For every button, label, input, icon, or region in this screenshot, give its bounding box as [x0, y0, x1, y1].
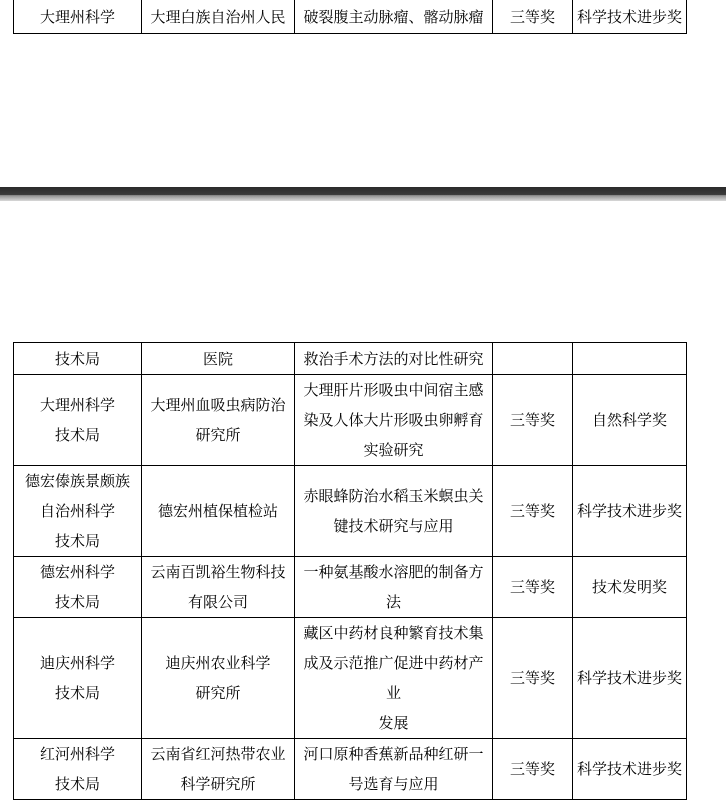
award-category-cell	[573, 618, 687, 739]
completing-unit-cell	[142, 343, 295, 375]
cell-text-line: 技术发明奖	[591, 578, 667, 596]
project-name-cell	[295, 739, 493, 800]
cell-text-line: 德宏州科学	[39, 563, 115, 581]
cell-text-line: 河口原种香蕉新品种红研一	[303, 745, 484, 763]
cell-text-line: 自然科学奖	[591, 411, 667, 429]
table-row	[14, 343, 687, 375]
award-table-top-fragment	[13, 0, 687, 34]
cell-text-line: 三等奖	[509, 669, 555, 687]
cell-text-line: 技术局	[54, 684, 100, 702]
cell-text-line: 云南百凯裕生物科技	[150, 563, 286, 581]
cell-text-line: 大理肝片形吸虫中间宿主感	[303, 381, 484, 399]
recommending-unit-cell: 大理州科学	[14, 0, 142, 34]
table-row	[14, 739, 687, 800]
project-name-cell	[295, 557, 493, 618]
cell-text-line: 救治手术方法的对比性研究	[303, 349, 484, 368]
cell-text-line: 三等奖	[509, 578, 555, 596]
award-level-cell	[493, 375, 573, 466]
award-category-cell	[573, 343, 687, 375]
cell-text-line: 有限公司	[187, 593, 248, 611]
project-name-cell	[295, 466, 493, 557]
award-category-cell	[573, 466, 687, 557]
recommending-unit-cell	[14, 375, 142, 466]
cell-text-line: 技术局	[54, 532, 100, 550]
recommending-unit-cell	[14, 618, 142, 739]
cell-text-line: 一种氨基酸水溶肥的制备方	[303, 563, 484, 581]
award-level-cell	[493, 466, 573, 557]
project-name-cell	[295, 343, 493, 375]
recommending-unit-cell	[14, 466, 142, 557]
cell-text-line: 大理州科学	[39, 396, 115, 414]
cell-text-line: 大理州血吸虫病防治	[150, 396, 286, 414]
completing-unit-cell	[142, 375, 295, 466]
cell-text-line: 云南省红河热带农业	[150, 745, 286, 763]
completing-unit-cell	[142, 466, 295, 557]
table-row	[14, 0, 687, 34]
award-level-cell: 三等奖	[493, 0, 573, 34]
cell-text-line: 科学技术进步奖	[576, 760, 682, 778]
award-category-cell	[573, 557, 687, 618]
award-level-cell	[493, 618, 573, 739]
cell-text-line: 自治州科学	[39, 502, 115, 520]
table-row	[14, 375, 687, 466]
award-level-cell	[493, 739, 573, 800]
cell-text-line: 红河州科学	[39, 745, 115, 763]
table-row	[14, 618, 687, 739]
cell-text-line: 科学研究所	[180, 775, 256, 793]
cell-text-line: 三等奖	[509, 760, 555, 778]
cell-text-line: 德宏州植保植检站	[157, 502, 278, 520]
completing-unit-cell: 大理白族自治州人民	[142, 0, 295, 34]
cell-text-line: 藏区中药材良种繁育技术集	[303, 624, 484, 642]
cell-text-line: 德宏傣族景颇族	[24, 472, 130, 490]
cell-text-line: 迪庆州科学	[39, 654, 115, 672]
cell-text-line: 迪庆州农业科学	[165, 654, 271, 672]
cell-text-line: 研究所	[195, 684, 241, 702]
recommending-unit-cell	[14, 343, 142, 375]
award-level-cell	[493, 557, 573, 618]
completing-unit-cell	[142, 557, 295, 618]
award-category-cell	[573, 375, 687, 466]
cell-text-line: 医院	[202, 349, 233, 368]
cell-text-line: 实验研究	[363, 441, 424, 459]
cell-text-line: 技术局	[54, 593, 100, 611]
cell-text-line: 赤眼蜂防治水稻玉米螟虫关	[303, 487, 484, 505]
cell-text-line: 染及人体大片形吸虫卵孵育	[303, 411, 484, 429]
award-table-body	[14, 343, 687, 800]
cell-text-line: 科学技术进步奖	[576, 669, 682, 687]
cell-text-line: 法	[385, 593, 401, 611]
completing-unit-cell	[142, 618, 295, 739]
page-divider	[0, 187, 726, 201]
cell-text-line: 三等奖	[509, 502, 555, 520]
award-category-cell	[573, 739, 687, 800]
cell-text-line: 技术局	[54, 349, 100, 368]
table-row	[14, 557, 687, 618]
cell-text-line: 发展	[378, 714, 409, 732]
cell-text-line: 三等奖	[509, 411, 555, 429]
award-table	[13, 342, 687, 800]
award-level-cell	[493, 343, 573, 375]
cell-text-line: 技术局	[54, 775, 100, 793]
cell-text-line: 业	[385, 684, 401, 702]
recommending-unit-cell	[14, 557, 142, 618]
cell-text-line: 科学技术进步奖	[576, 502, 682, 520]
project-name-cell: 破裂腹主动脉瘤、髂动脉瘤	[295, 0, 493, 34]
cell-text-line: 号选育与应用	[348, 775, 439, 793]
cell-text-line: 研究所	[195, 426, 241, 444]
table-row	[14, 466, 687, 557]
award-category-cell: 科学技术进步奖	[573, 0, 687, 34]
completing-unit-cell	[142, 739, 295, 800]
cell-text-line: 键技术研究与应用	[333, 517, 454, 535]
cell-text-line: 技术局	[54, 426, 100, 444]
project-name-cell	[295, 618, 493, 739]
recommending-unit-cell	[14, 739, 142, 800]
cell-text-line: 成及示范推广促进中药材产	[303, 654, 484, 672]
project-name-cell	[295, 375, 493, 466]
